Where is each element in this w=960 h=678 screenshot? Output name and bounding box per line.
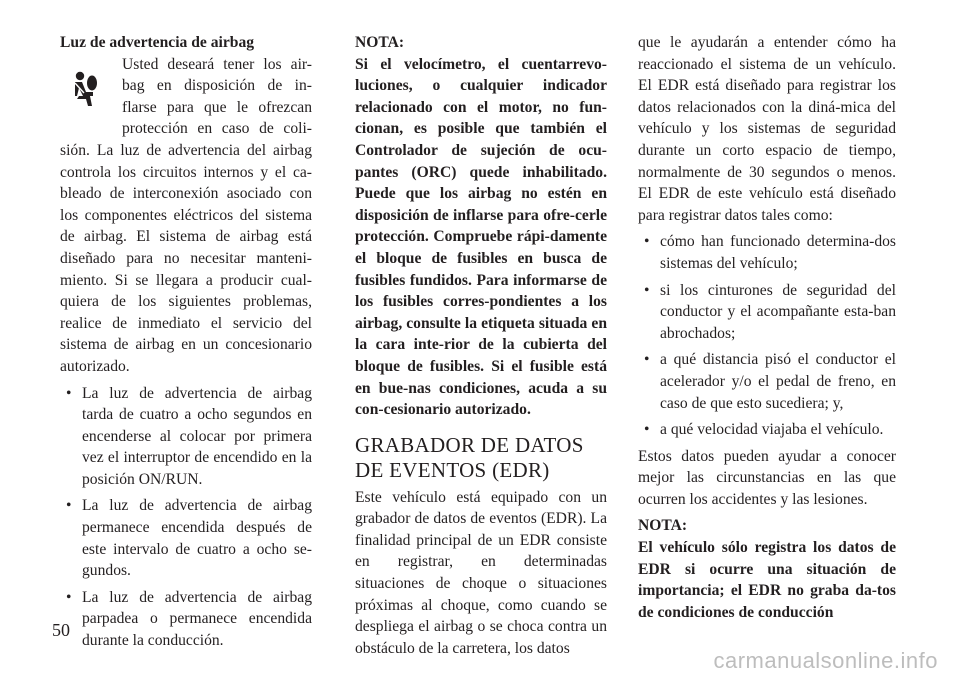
airbag-warning-heading: Luz de advertencia de airbag — [60, 34, 255, 51]
airbag-intro-paragraph: Usted deseará tener los air-bag en disposición de in-flarse para que le ofrezcan protección en caso de coli-sión. La luz de advertencia del airbag controla los circuitos internos y el ca-bleado de interconexión asociado con los componentes eléctricos del sistema de airbag. El sistema de airbag está diseñado para no necesitar manteni-miento. Si se llegara a producir cual-quiera de los siguientes problemas, realice de inmediato el servicio del sistema de airbag en un concesionario autorizado. — [60, 55, 312, 375]
list-item: • La luz de advertencia de airbag parpadea o permanece encendida durante la conducción. — [60, 587, 312, 652]
column-3 — [638, 32, 896, 623]
nota-text: El vehículo sólo registra los datos de EDR si ocurre una situación de importancia; el EDR no graba da-tos de condiciones de conducción — [638, 539, 896, 621]
list-item: • La luz de advertencia de airbag tarda de cuatro a ocho segundos en encenderse al colocar por primera vez el interruptor de encendido en la posición ON/RUN. — [60, 383, 312, 491]
watermark: carmanualsonline.info — [713, 648, 938, 673]
edr-data-list — [638, 231, 896, 440]
page-number: 50 — [52, 620, 70, 640]
section-title: GRABADOR DE DATOS DE EVENTOS (EDR) — [355, 432, 584, 482]
edr-continued-paragraph: que le ayudarán a entender cómo ha reaccionado el sistema de un vehículo. El EDR está diseñado para registrar los datos relacionados con la diná-mica del vehículo y los sistemas de seguridad durante un corto espacio de tiempo, normalmente de 30 segundos o menos. El EDR de este vehículo está diseñado para registrar datos tales como: — [638, 34, 896, 224]
list-item: • a qué velocidad viajaba el vehículo. — [638, 419, 896, 441]
edr-purpose-paragraph: Estos datos pueden ayudar a conocer mejor las circunstancias en las que ocurren los accidentes y las lesiones. — [638, 447, 896, 508]
airbag-warning-list — [60, 383, 312, 652]
nota-label: NOTA: — [638, 517, 688, 535]
column-2 — [355, 32, 607, 659]
list-item: • a qué distancia pisó el conductor el acelerador y/o el pedal de freno, en caso de que esto sucediera; y, — [638, 349, 896, 414]
list-item: • La luz de advertencia de airbag permanece encendida después de este intervalo de cuatro a ocho se-gundos. — [60, 495, 312, 581]
airbag-warning-icon — [62, 66, 122, 130]
nota-text: Si el velocímetro, el cuentarrevo-luciones, o cualquier indicador relacionado con el motor, no fun-cionan, es posible que también el Controlador de sujeción de ocu-pantes (ORC) quede inhabilitado. Puede que los airbag no estén en disposición de inflarse para ofre-cerle protección. Compruebe rápi-damente el bloque de fusibles en busca de fusibles fundidos. Para informarse de los fusibles corres-pondientes a los airbag, consulte la etiqueta situada en la cara inte-rior de la cubierta del bloque de fusibles. Si el fusible está en bue-nas condiciones, acuda a su con-cesionario autorizado. — [355, 55, 607, 419]
edr-paragraph: Este vehículo está equipado con un grabador de datos de eventos (EDR). La finalidad principal de un EDR consiste en registrar, en determinadas situaciones de choque o situaciones próximas al choque, como cuando se despliega el airbag o se choca contra un obstáculo de la carretera, los datos — [355, 488, 607, 657]
column-1 — [60, 32, 312, 652]
list-item: • cómo han funcionado determina-dos sistemas del vehículo; — [638, 231, 896, 274]
list-item: • si los cinturones de seguridad del conductor y el acompañante esta-ban abrochados; — [638, 280, 896, 345]
nota-label: NOTA: — [355, 34, 405, 51]
